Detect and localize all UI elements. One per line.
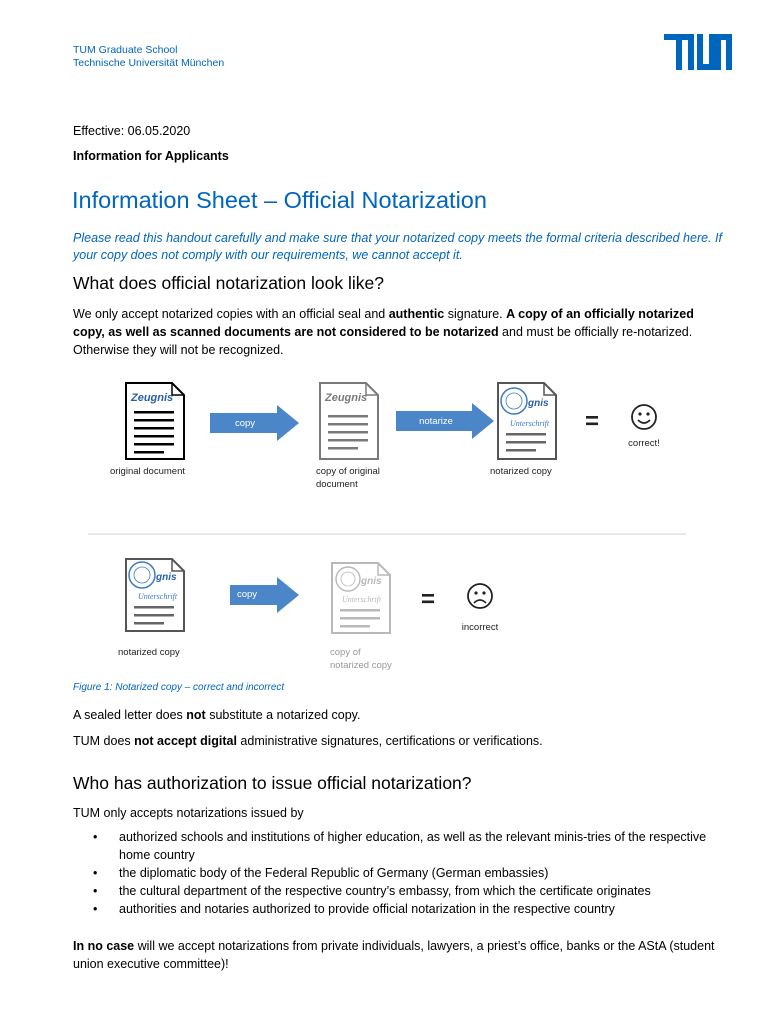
- seal-doc-title: gnis: [361, 576, 382, 587]
- section2-lead: TUM only accepts notarizations issued by: [73, 806, 304, 820]
- closing-paragraph: [73, 937, 723, 973]
- seal-doc-title: gnis: [156, 572, 177, 583]
- text-run-bold: not accept digital: [134, 734, 237, 748]
- smiley-icon: [632, 405, 656, 429]
- arrow-label-notarize: notarize: [419, 416, 453, 427]
- copy-arrow: [210, 405, 299, 441]
- label-copy-line2: document: [316, 479, 358, 490]
- text-run-bold: In no case: [73, 939, 135, 953]
- text-run-bold: authentic: [388, 307, 445, 321]
- text-run: will we accept notarizations from private individuals, lawyers, a priest’s office, banks or the AStA (student union executive committee)!: [73, 939, 715, 971]
- notarize-arrow: [396, 403, 494, 439]
- note-sealed-letter: [73, 706, 723, 724]
- signature: Unterschrift: [342, 595, 382, 604]
- audience-label: Information for Applicants: [73, 149, 229, 163]
- equals-sign: =: [421, 586, 436, 613]
- notarized-document-icon: [498, 383, 556, 459]
- sad-face-icon: [468, 584, 492, 608]
- page-title: Information Sheet – Official Notarization: [72, 187, 487, 213]
- label-copy-of-notarized-line2: notarized copy: [330, 660, 392, 671]
- note-digital: [73, 732, 723, 750]
- arrow-label-copy: copy: [236, 589, 258, 600]
- list-item: [73, 864, 733, 882]
- copy-arrow: [230, 577, 299, 613]
- label-original-document: original document: [110, 466, 185, 477]
- list-item: [73, 900, 733, 918]
- tum-logo: [664, 34, 732, 70]
- institution-line-1: TUM Graduate School: [73, 44, 178, 56]
- text-run: administrative signatures, certifications or verifications.: [236, 734, 543, 748]
- bullet: •: [93, 902, 98, 916]
- institution-line-2: Technische Universität München: [73, 57, 225, 69]
- list-item: [73, 828, 733, 864]
- arrow-label-copy: copy: [234, 418, 256, 429]
- text-run: TUM does: [73, 734, 135, 748]
- faded-copy-document-icon: [332, 563, 390, 633]
- text-run: signature.: [444, 307, 507, 321]
- bullet: •: [93, 884, 98, 898]
- section1-heading: What does official notarization look like?: [73, 273, 384, 293]
- list-item-text: authorities and notaries authorized to provide official notarization in the respective country: [119, 902, 615, 916]
- equals-sign: =: [585, 408, 600, 435]
- seal-doc-title: gnis: [528, 398, 549, 409]
- list-item-text: authorized schools and institutions of higher education, as well as the relevant minis-tries of the respective home country: [119, 830, 707, 862]
- label-copy-line1: copy of original: [316, 466, 380, 477]
- label-notarized-copy-2: notarized copy: [118, 647, 180, 658]
- list-item-text: the diplomatic body of the Federal Republic of Germany (German embassies): [119, 866, 549, 880]
- copy-document-icon: [320, 383, 378, 459]
- text-run: A sealed letter does: [73, 708, 187, 722]
- signature: Unterschrift: [138, 592, 178, 601]
- result-incorrect: incorrect: [461, 622, 499, 633]
- original-document-icon: [126, 383, 184, 459]
- list-item-text: the cultural department of the respective country’s embassy, from which the certificate originates: [119, 884, 651, 898]
- text-run-bold: A copy of an officially notarized copy, as well as scanned documents are not considered to be notarized: [73, 307, 694, 339]
- institution-header: [73, 44, 224, 70]
- figure-caption: Figure 1: Notarized copy – correct and incorrect: [73, 682, 285, 693]
- doc-title: Zeugnis: [131, 392, 174, 404]
- notarization-figure: [70, 375, 710, 675]
- bullet: •: [93, 830, 98, 844]
- intro-text: Please read this handout carefully and make sure that your notarized copy meets the formal criteria described here. If your copy does not comply with our requirements, we cannot accept it.: [73, 231, 722, 262]
- text-run: We only accept notarized copies with an official seal and: [73, 307, 389, 321]
- effective-date: Effective: 06.05.2020: [73, 124, 191, 138]
- text-run: substitute a notarized copy.: [205, 708, 361, 722]
- label-copy-of-notarized-line1: copy of: [330, 647, 361, 658]
- authority-list: [73, 828, 733, 918]
- notarized-document-icon: [126, 559, 184, 631]
- bullet: •: [93, 866, 98, 880]
- text-run: and must be officially re-notarized. Otherwise they will not be recognized.: [73, 325, 693, 357]
- text-run-bold: not: [186, 708, 206, 722]
- section1-paragraph: [73, 305, 723, 359]
- signature: Unterschrift: [510, 419, 550, 428]
- doc-title: Zeugnis: [325, 392, 368, 404]
- result-correct: correct!: [628, 438, 660, 449]
- label-notarized-copy: notarized copy: [490, 466, 552, 477]
- section2-heading: Who has authorization to issue official notarization?: [73, 773, 472, 793]
- list-item: [73, 882, 733, 900]
